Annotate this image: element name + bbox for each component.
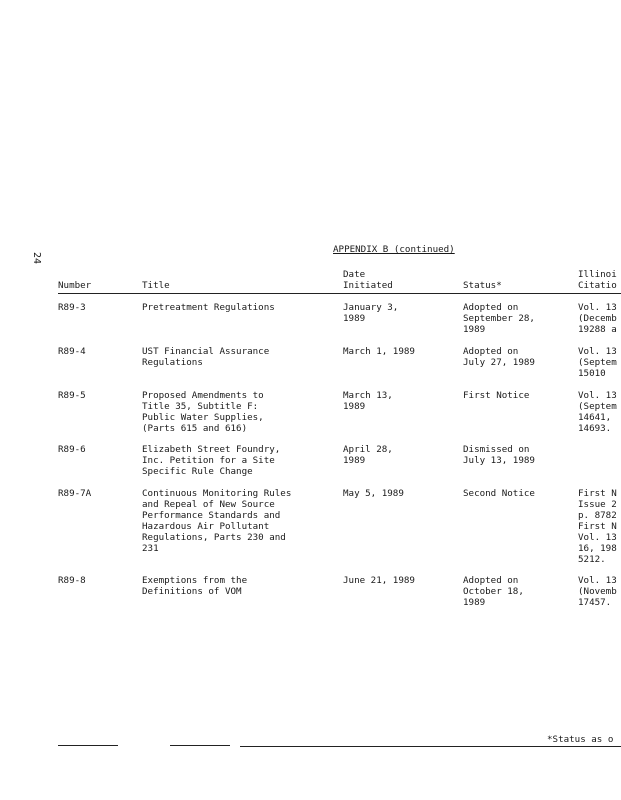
row-title: Continuous Monitoring Rules and Repeal of New Source Performance Standards and Hazardous Air Pollutant Regulations, Parts 230 and 231 (142, 488, 292, 554)
appendix-title-text: APPENDIX B (continued) (333, 244, 455, 255)
row-status: Adopted on September 28, 1989 (463, 302, 535, 335)
header-title: Title (142, 280, 170, 291)
row-citation: Vol. 13 (Novemb 17457. (578, 575, 617, 608)
header-number: Number (58, 280, 92, 291)
row-date: March 1, 1989 (343, 346, 415, 357)
row-status: First Notice (463, 390, 530, 401)
row-status: Adopted on July 27, 1989 (463, 346, 535, 368)
row-citation: Vol. 13 (Decemb 19288 a (578, 302, 617, 335)
row-date: June 21, 1989 (343, 575, 415, 586)
header-citation: Illinoi Citatio (578, 269, 617, 291)
row-title: Elizabeth Street Foundry, Inc. Petition for a Site Specific Rule Change (142, 444, 281, 477)
row-title: UST Financial Assurance Regulations (142, 346, 270, 368)
row-number: R89-4 (58, 346, 86, 357)
header-status: Status* (463, 280, 502, 291)
row-citation: Vol. 13 (Septem 15010 (578, 346, 617, 379)
row-citation: First N Issue 2 p. 8782 First N Vol. 13 16, 198 5212. (578, 488, 617, 565)
row-number: R89-8 (58, 575, 86, 586)
row-number: R89-5 (58, 390, 86, 401)
footer-rule (240, 746, 621, 747)
row-citation: Vol. 13 (Septem 14641, 14693. (578, 390, 617, 434)
row-status: Adopted on October 18, 1989 (463, 575, 524, 608)
row-title: Pretreatment Regulations (142, 302, 275, 313)
row-status: Second Notice (463, 488, 535, 499)
footnote: *Status as o (547, 734, 614, 745)
row-status: Dismissed on July 13, 1989 (463, 444, 535, 466)
row-number: R89-6 (58, 444, 86, 455)
footer-rule (170, 745, 230, 746)
appendix-title (333, 244, 455, 255)
row-number: R89-7A (58, 488, 92, 499)
row-number: R89-3 (58, 302, 86, 313)
footer-rule (58, 745, 118, 746)
header-date: Date Initiated (343, 269, 393, 291)
row-date: January 3, 1989 (343, 302, 399, 324)
page-number: 24 (31, 252, 42, 265)
header-rule (58, 293, 621, 294)
row-title: Proposed Amendments to Title 35, Subtitle F: Public Water Supplies, (Parts 615 and 616) (142, 390, 264, 434)
row-date: April 28, 1989 (343, 444, 393, 466)
row-title: Exemptions from the Definitions of VOM (142, 575, 248, 597)
row-date: May 5, 1989 (343, 488, 404, 499)
row-date: March 13, 1989 (343, 390, 393, 412)
